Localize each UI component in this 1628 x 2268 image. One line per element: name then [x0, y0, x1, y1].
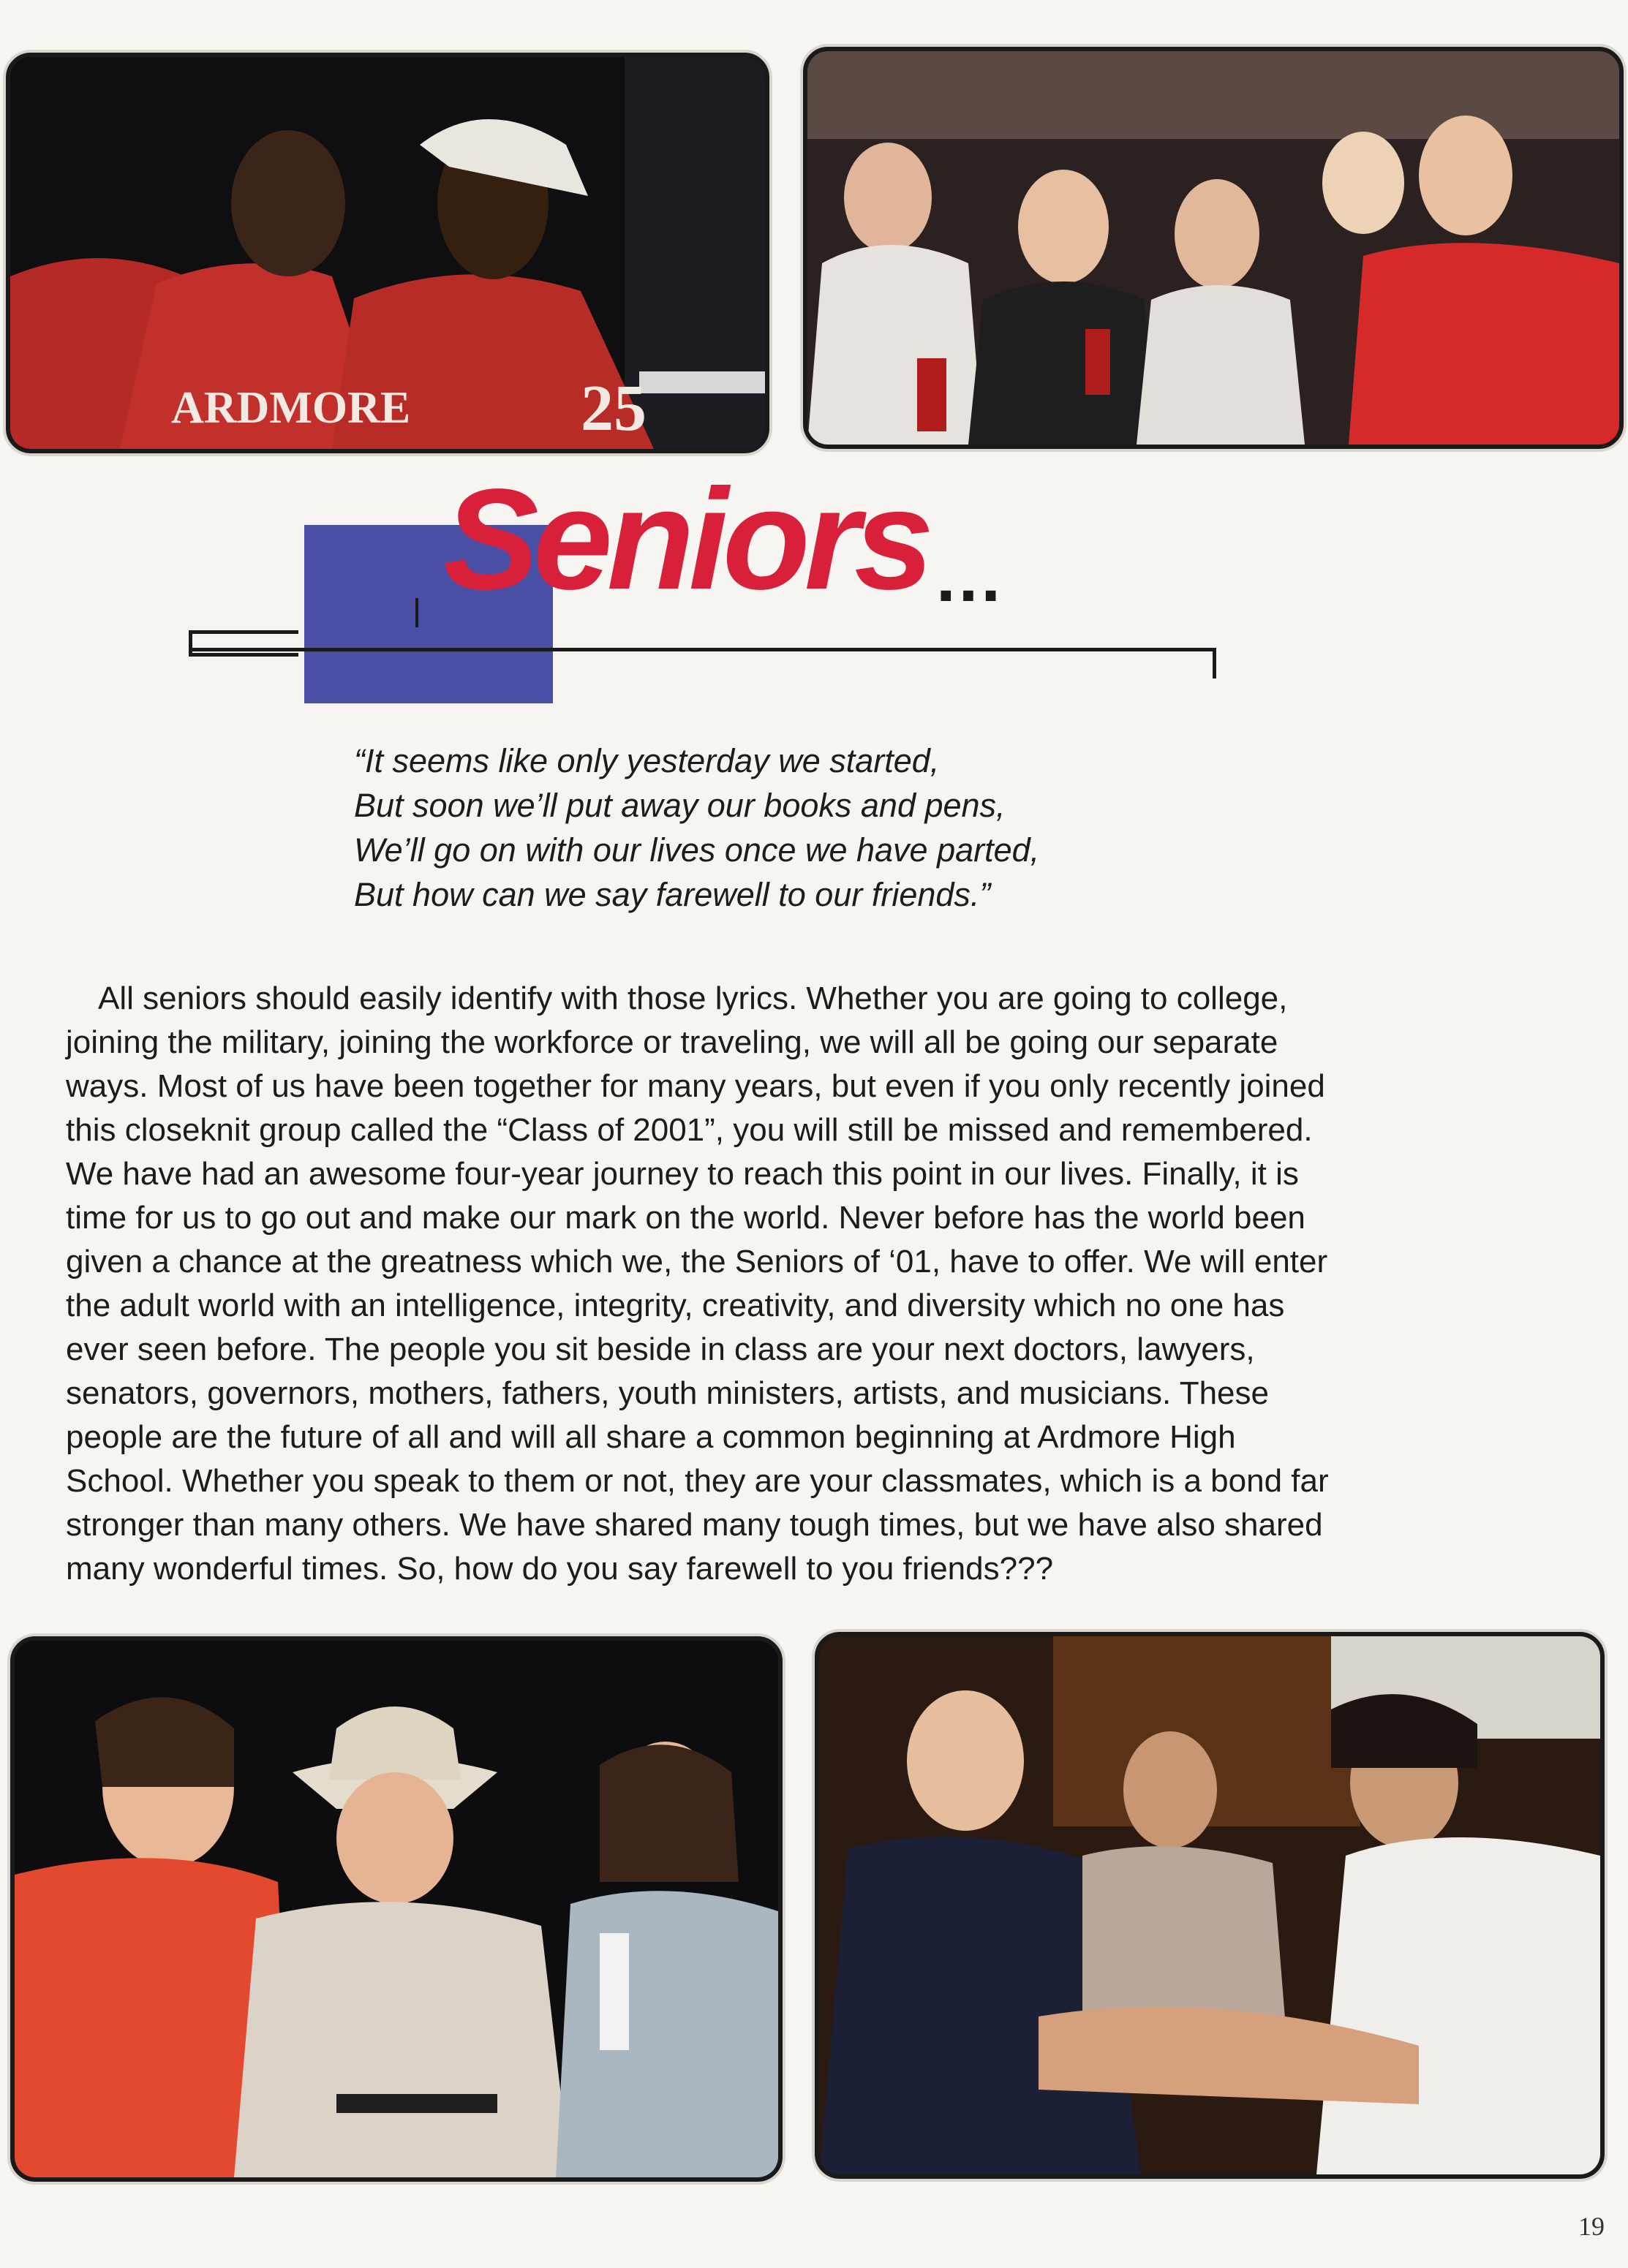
body-paragraph: [66, 977, 1514, 1591]
title-ellipsis: ...: [936, 538, 1004, 616]
body-line: ever seen before. The people you sit beside in class are your next doctors, lawyers,: [66, 1331, 1255, 1367]
title-rule: [189, 648, 1216, 651]
body-line: ways. Most of us have been together for many years, but even if you only recently joined: [66, 1068, 1325, 1104]
jersey-text: ARDMORE: [171, 383, 411, 433]
body-line: people are the future of all and will all share a common beginning at Ardmore High: [66, 1419, 1236, 1455]
title-rule-end: [1213, 648, 1216, 678]
body-line: given a chance at the greatness which we, the Seniors of ‘01, have to offer. We will enter: [66, 1244, 1328, 1279]
body-line: senators, governors, mothers, fathers, youth ministers, artists, and musicians. These: [66, 1375, 1269, 1411]
photo-football-players: [6, 53, 769, 453]
body-line: We have had an awesome four-year journey to reach this point in our lives. Finally, it is: [66, 1156, 1299, 1192]
body-line: this closeknit group called the “Class of 2001”, you will still be missed and remembered.: [66, 1112, 1313, 1148]
body-line: many wonderful times. So, how do you say farewell to you friends???: [66, 1551, 1054, 1587]
svg-text:25: 25: [581, 372, 647, 445]
photo-crowd-cheering: [803, 47, 1624, 449]
body-line: time for us to go out and make our mark on the world. Never before has the world been: [66, 1200, 1305, 1236]
page-number: 19: [1578, 2212, 1605, 2241]
poem-line: “It seems like only yesterday we started,: [354, 742, 940, 779]
poem-quote: [354, 738, 1305, 917]
poem-line: We’ll go on with our lives once we have parted,: [354, 831, 1040, 869]
poem-line: But how can we say farewell to our friends.”: [354, 876, 991, 913]
body-line: stronger than many others. We have shared many tough times, but we have also shared: [66, 1507, 1323, 1543]
title-bracket-line: [189, 630, 298, 657]
body-line: the adult world with an intelligence, integrity, creativity, and diversity which no one has: [66, 1288, 1285, 1323]
body-line: joining the military, joining the workforce or traveling, we will all be going our separate: [66, 1024, 1278, 1060]
poem-line: But soon we’ll put away our books and pens,: [354, 787, 1006, 824]
body-line: School. Whether you speak to them or not, they are your classmates, which is a bond far: [66, 1463, 1329, 1499]
photo-students-thumbs-up: [815, 1632, 1605, 2179]
title-cursor-mark: [415, 598, 418, 627]
body-line: All seniors should easily identify with those lyrics. Whether you are going to college,: [98, 980, 1288, 1016]
photo-three-friends-cowboy-hat: [10, 1636, 783, 2182]
page-title: Seniors: [443, 459, 928, 619]
